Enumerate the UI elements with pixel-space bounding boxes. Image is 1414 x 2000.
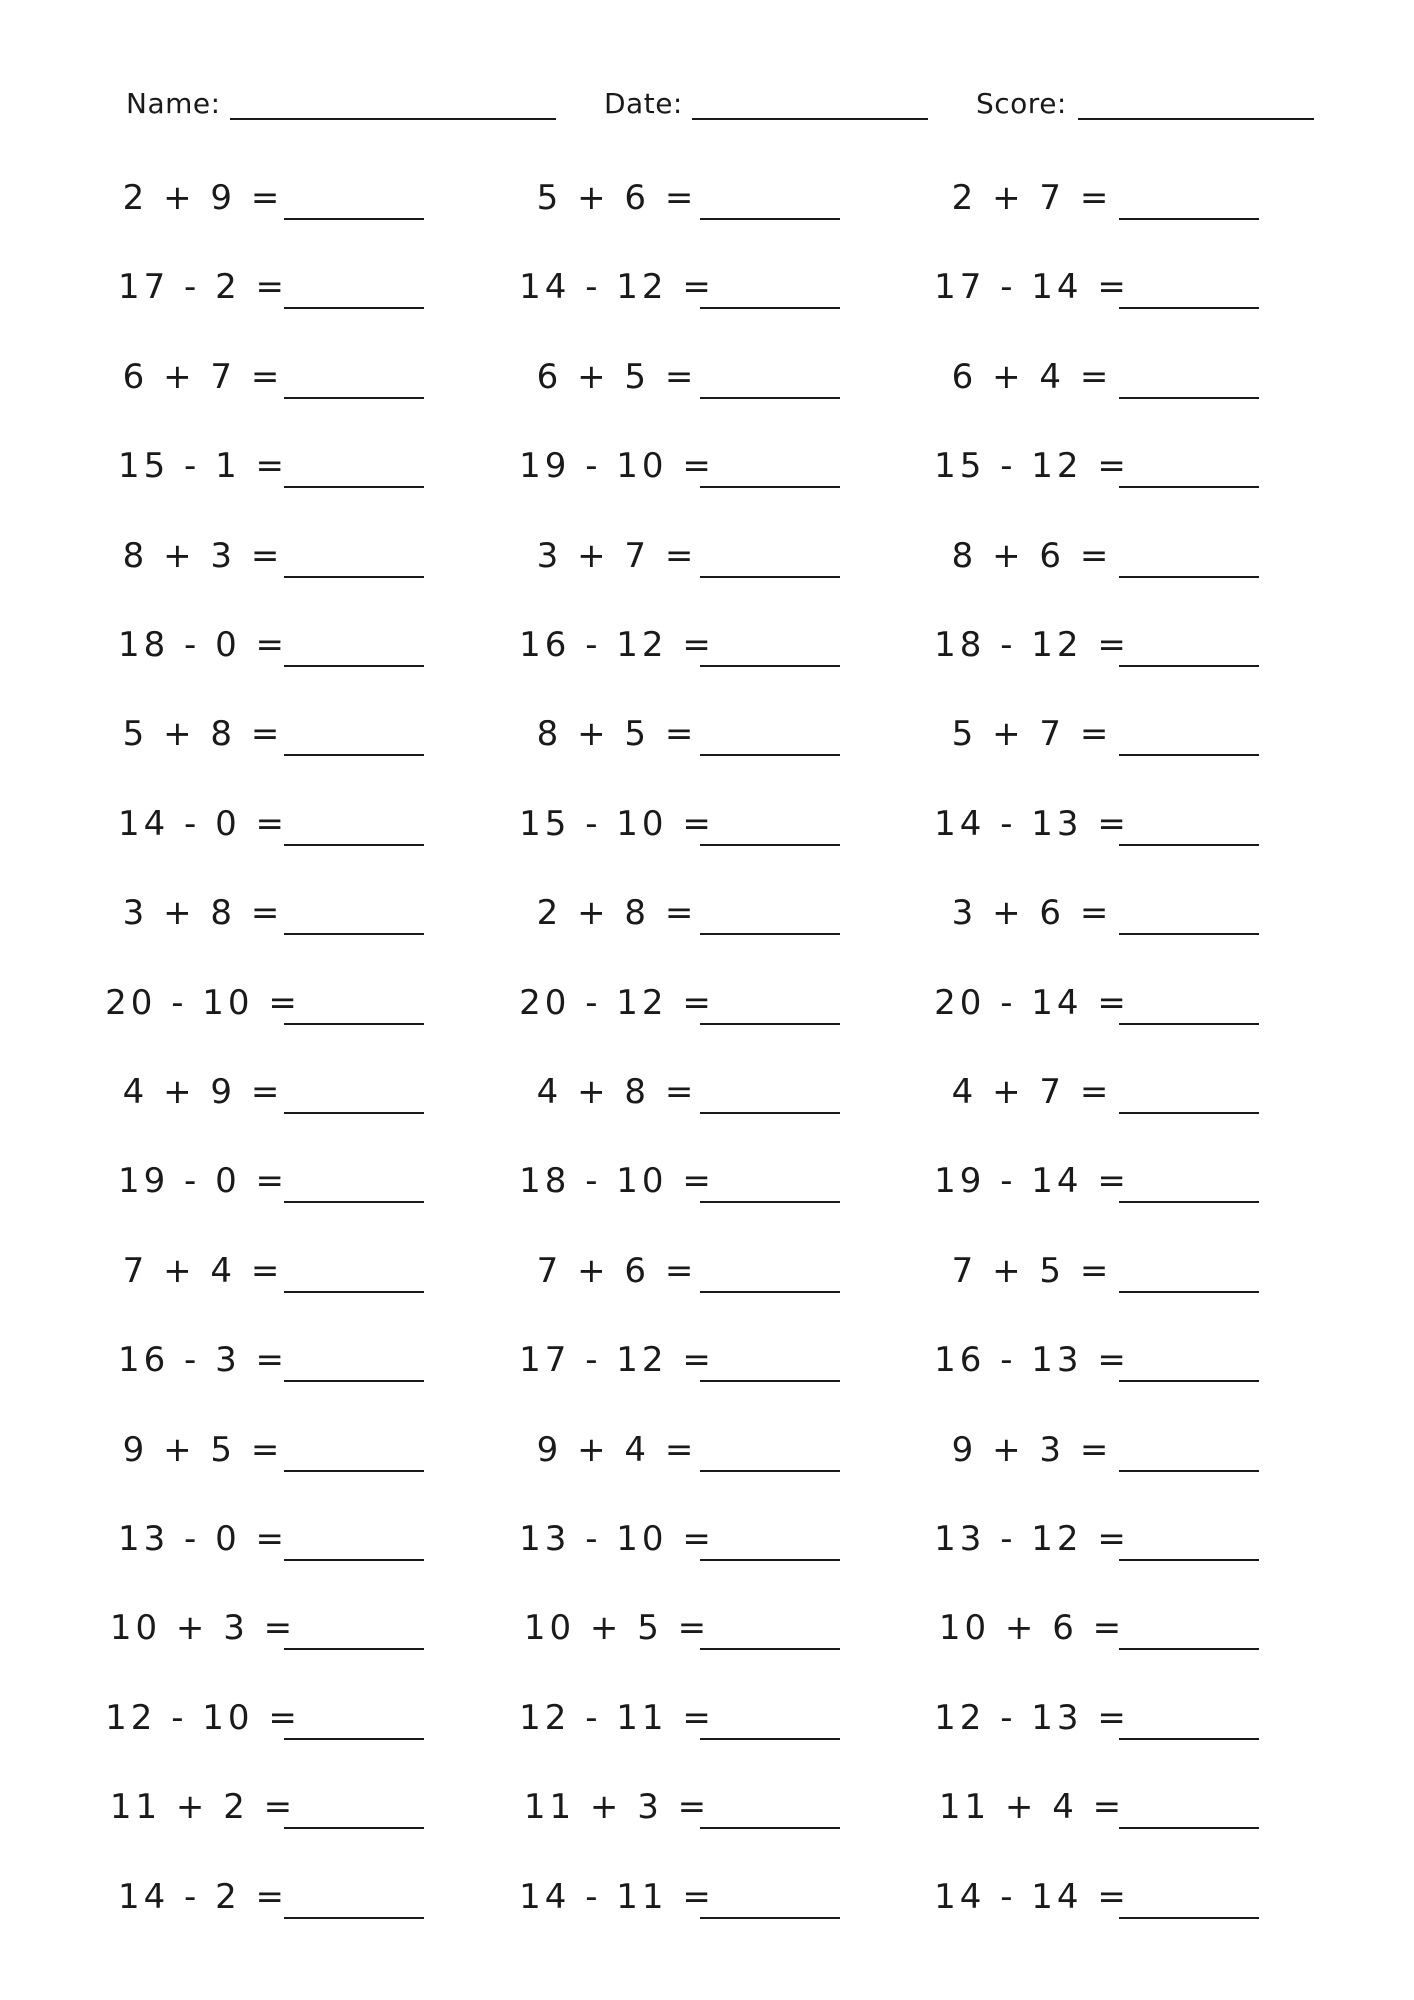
problem-expression: 9 + 3 = bbox=[951, 1429, 1113, 1470]
problem-expression: 10 + 3 = bbox=[109, 1608, 297, 1649]
score-label: Score: bbox=[976, 87, 1067, 120]
problem-expression: 5 + 8 = bbox=[122, 714, 284, 755]
problem-row bbox=[0, 1249, 1414, 1309]
problem-row bbox=[0, 534, 1414, 594]
problem-expression: 4 + 8 = bbox=[536, 1072, 698, 1112]
problem-expression: 6 + 7 = bbox=[122, 356, 284, 397]
math-problem bbox=[0, 1875, 1414, 1935]
problem-expression: 16 - 13 = bbox=[934, 1340, 1130, 1381]
answer-blank[interactable] bbox=[1119, 1738, 1259, 1740]
answer-blank[interactable] bbox=[1119, 1023, 1259, 1025]
problem-expression: 17 - 14 = bbox=[934, 267, 1130, 308]
problem-row bbox=[0, 1070, 1414, 1130]
problem-expression: 4 + 9 = bbox=[122, 1072, 284, 1112]
math-problem bbox=[0, 1785, 1414, 1845]
problem-row bbox=[0, 891, 1414, 951]
problem-row bbox=[0, 981, 1414, 1041]
problem-expression: 18 - 12 = bbox=[934, 625, 1130, 665]
answer-blank[interactable] bbox=[1119, 1112, 1259, 1114]
problem-expression: 12 - 11 = bbox=[519, 1697, 715, 1738]
math-problem bbox=[0, 176, 1414, 236]
problem-expression: 11 + 2 = bbox=[109, 1787, 297, 1828]
name-input-line[interactable] bbox=[230, 118, 556, 120]
math-problem bbox=[0, 1517, 1414, 1577]
problem-expression: 9 + 5 = bbox=[122, 1429, 284, 1470]
problem-expression: 5 + 7 = bbox=[951, 714, 1113, 755]
answer-blank[interactable] bbox=[1119, 486, 1259, 488]
problem-row bbox=[0, 355, 1414, 415]
problem-expression: 13 - 10 = bbox=[519, 1519, 715, 1559]
answer-blank[interactable] bbox=[1119, 844, 1259, 846]
problem-row bbox=[0, 1338, 1414, 1398]
math-problem bbox=[0, 981, 1414, 1041]
problem-expression: 20 - 10 = bbox=[105, 982, 301, 1023]
answer-blank[interactable] bbox=[1119, 397, 1259, 399]
name-field bbox=[126, 86, 556, 126]
problem-expression: 14 - 2 = bbox=[117, 1876, 289, 1917]
answer-blank[interactable] bbox=[1119, 665, 1259, 667]
math-problem bbox=[0, 1696, 1414, 1756]
problem-row bbox=[0, 1785, 1414, 1845]
problem-row bbox=[0, 176, 1414, 236]
problem-expression: 3 + 6 = bbox=[951, 893, 1113, 934]
math-problem bbox=[0, 802, 1414, 862]
problem-expression: 19 - 14 = bbox=[934, 1161, 1130, 1202]
math-problem bbox=[0, 1338, 1414, 1398]
problem-expression: 11 + 4 = bbox=[938, 1787, 1126, 1828]
problem-row bbox=[0, 1696, 1414, 1756]
math-problem bbox=[0, 712, 1414, 772]
math-problem bbox=[0, 623, 1414, 683]
answer-blank[interactable] bbox=[1119, 576, 1259, 578]
problem-expression: 15 - 12 = bbox=[934, 446, 1130, 487]
problem-row bbox=[0, 623, 1414, 683]
problem-expression: 8 + 5 = bbox=[536, 714, 698, 755]
date-input-line[interactable] bbox=[692, 118, 928, 120]
problem-expression: 2 + 9 = bbox=[122, 178, 284, 218]
math-problem bbox=[0, 1159, 1414, 1219]
score-input-line[interactable] bbox=[1078, 118, 1314, 120]
problem-expression: 17 - 12 = bbox=[519, 1340, 715, 1381]
problem-expression: 3 + 8 = bbox=[122, 893, 284, 934]
problem-row bbox=[0, 1428, 1414, 1488]
problem-expression: 7 + 4 = bbox=[122, 1250, 284, 1291]
problem-expression: 18 - 10 = bbox=[519, 1161, 715, 1202]
problem-row bbox=[0, 1875, 1414, 1935]
problem-expression: 14 - 13 = bbox=[934, 803, 1130, 844]
math-problem bbox=[0, 1606, 1414, 1666]
answer-blank[interactable] bbox=[1119, 1648, 1259, 1650]
answer-blank[interactable] bbox=[1119, 933, 1259, 935]
math-problem bbox=[0, 1428, 1414, 1488]
problem-expression: 13 - 12 = bbox=[934, 1519, 1130, 1559]
problem-expression: 14 - 14 = bbox=[934, 1876, 1130, 1917]
problem-expression: 8 + 6 = bbox=[951, 535, 1113, 576]
problem-expression: 11 + 3 = bbox=[523, 1787, 711, 1828]
problem-expression: 14 - 12 = bbox=[519, 267, 715, 308]
problem-expression: 4 + 7 = bbox=[951, 1072, 1113, 1112]
problem-expression: 12 - 13 = bbox=[934, 1697, 1130, 1738]
problem-expression: 17 - 2 = bbox=[117, 267, 289, 308]
problem-row bbox=[0, 1606, 1414, 1666]
problem-expression: 13 - 0 = bbox=[117, 1519, 289, 1559]
answer-blank[interactable] bbox=[1119, 1917, 1259, 1919]
problem-expression: 20 - 12 = bbox=[519, 982, 715, 1023]
problem-expression: 2 + 7 = bbox=[951, 178, 1113, 218]
problem-expression: 19 - 0 = bbox=[117, 1161, 289, 1202]
math-problem bbox=[0, 1249, 1414, 1309]
problem-row bbox=[0, 444, 1414, 504]
problem-row bbox=[0, 712, 1414, 772]
answer-blank[interactable] bbox=[1119, 1291, 1259, 1293]
date-field bbox=[604, 86, 929, 126]
problem-expression: 6 + 4 = bbox=[951, 356, 1113, 397]
worksheet-header bbox=[0, 86, 1414, 126]
problem-expression: 20 - 14 = bbox=[934, 982, 1130, 1023]
answer-blank[interactable] bbox=[1119, 307, 1259, 309]
math-problem bbox=[0, 891, 1414, 951]
problem-expression: 7 + 5 = bbox=[951, 1250, 1113, 1291]
problem-row bbox=[0, 802, 1414, 862]
score-field bbox=[976, 86, 1314, 126]
problem-expression: 9 + 4 = bbox=[536, 1429, 698, 1470]
problem-row bbox=[0, 1517, 1414, 1577]
problem-expression: 14 - 11 = bbox=[519, 1876, 715, 1917]
answer-blank[interactable] bbox=[1119, 1201, 1259, 1203]
answer-blank[interactable] bbox=[1119, 218, 1259, 220]
problem-expression: 12 - 10 = bbox=[105, 1697, 301, 1738]
problem-expression: 3 + 7 = bbox=[536, 535, 698, 576]
answer-blank[interactable] bbox=[1119, 1559, 1259, 1561]
problem-expression: 10 + 6 = bbox=[938, 1608, 1126, 1649]
problem-expression: 10 + 5 = bbox=[523, 1608, 711, 1649]
answer-blank[interactable] bbox=[1119, 754, 1259, 756]
answer-blank[interactable] bbox=[1119, 1470, 1259, 1472]
name-label: Name: bbox=[126, 87, 221, 120]
problem-expression: 5 + 6 = bbox=[536, 178, 698, 218]
math-problem bbox=[0, 355, 1414, 415]
problem-row bbox=[0, 265, 1414, 325]
answer-blank[interactable] bbox=[1119, 1380, 1259, 1382]
problem-expression: 14 - 0 = bbox=[117, 803, 289, 844]
date-label: Date: bbox=[604, 87, 683, 120]
problem-expression: 15 - 10 = bbox=[519, 803, 715, 844]
problem-expression: 16 - 3 = bbox=[117, 1340, 289, 1381]
math-problem bbox=[0, 534, 1414, 594]
problem-expression: 18 - 0 = bbox=[117, 625, 289, 665]
math-problem bbox=[0, 265, 1414, 325]
problem-expression: 7 + 6 = bbox=[536, 1250, 698, 1291]
answer-blank[interactable] bbox=[1119, 1827, 1259, 1829]
problem-expression: 15 - 1 = bbox=[117, 446, 289, 487]
problem-expression: 16 - 12 = bbox=[519, 625, 715, 665]
problem-row bbox=[0, 1159, 1414, 1219]
problem-expression: 6 + 5 = bbox=[536, 356, 698, 397]
math-problem bbox=[0, 444, 1414, 504]
problem-expression: 8 + 3 = bbox=[122, 535, 284, 576]
problem-expression: 19 - 10 = bbox=[519, 446, 715, 487]
math-problem bbox=[0, 1070, 1414, 1130]
problem-expression: 2 + 8 = bbox=[536, 893, 698, 934]
